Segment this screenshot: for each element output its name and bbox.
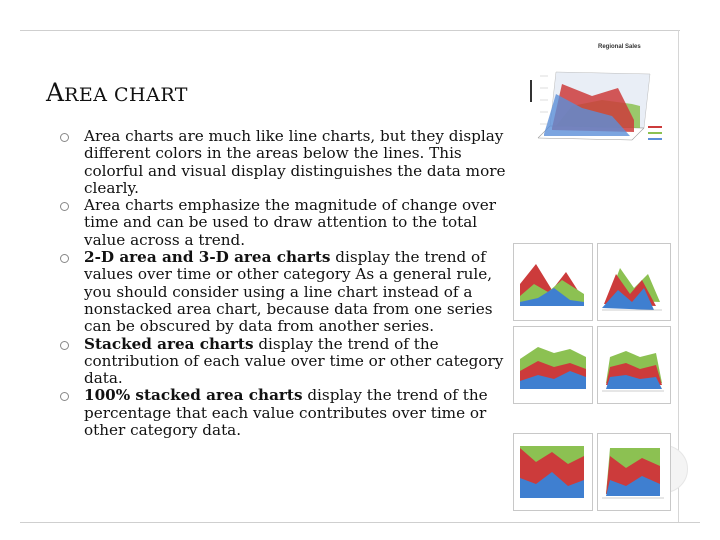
- bullet-marker-icon: [60, 341, 69, 350]
- bullet-item: [60, 128, 520, 197]
- bullet-text: display the trend of values over time or other category As a general rule, you should consider using a line chart instead of a nonstacked area chart, because data from one series can be obscured by data from another series.: [84, 248, 493, 336]
- thumbnail-2d-area: [513, 243, 593, 321]
- bullet-marker-icon: [60, 254, 69, 263]
- thumbnail-3d-stacked-area: [597, 326, 671, 404]
- chart-figure-plot: [530, 72, 662, 140]
- bullet-marker-icon: [60, 202, 69, 211]
- frame-right-line: [678, 30, 679, 522]
- slide-title: [46, 78, 188, 107]
- bullet-bold: Stacked area charts: [84, 334, 254, 353]
- bullet-list: [60, 128, 520, 439]
- bullet-bold: 2-D area and 3-D area charts: [84, 248, 331, 267]
- bullet-text: display the trend of the percentage that each value contributes over time or other category data.: [84, 386, 488, 440]
- chart-figure-legend: [648, 126, 662, 140]
- bullet-item: [60, 249, 520, 335]
- slide-title-rest: REA CHART: [64, 84, 188, 106]
- slide-title-initial: A: [46, 78, 65, 107]
- bullet-text: display the trend of the contribution of each value over time or other category data.: [84, 334, 504, 388]
- bullet-marker-icon: [60, 392, 69, 401]
- chart-figure-title: Regional Sales: [598, 44, 641, 50]
- frame-bottom-line: [20, 522, 700, 523]
- thumbnail-3d-area: [597, 243, 671, 321]
- chart-figure-y-ticks: [540, 76, 548, 124]
- bullet-item: [60, 387, 520, 439]
- frame-top-line: [20, 30, 680, 31]
- chart-figure-y-axis-label-mark: [530, 80, 532, 102]
- bullet-text: Area charts are much like line charts, but they display different colors in the areas below the lines. This colorful and visual display distinguishes the data more clearly.: [84, 127, 506, 197]
- bullet-bold: 100% stacked area charts: [84, 386, 303, 405]
- bullet-text: Area charts emphasize the magnitude of change over time and can be used to draw attention to the total value across a trend.: [84, 196, 497, 249]
- regional-sales-chart-figure: [522, 36, 678, 170]
- thumbnail-3d-100-stacked-area: [597, 433, 671, 511]
- bullet-marker-icon: [60, 133, 69, 142]
- thumbnail-100-stacked-area: [513, 433, 593, 511]
- thumbnail-stacked-area: [513, 326, 593, 404]
- bullet-item: [60, 197, 520, 249]
- bullet-item: [60, 336, 520, 388]
